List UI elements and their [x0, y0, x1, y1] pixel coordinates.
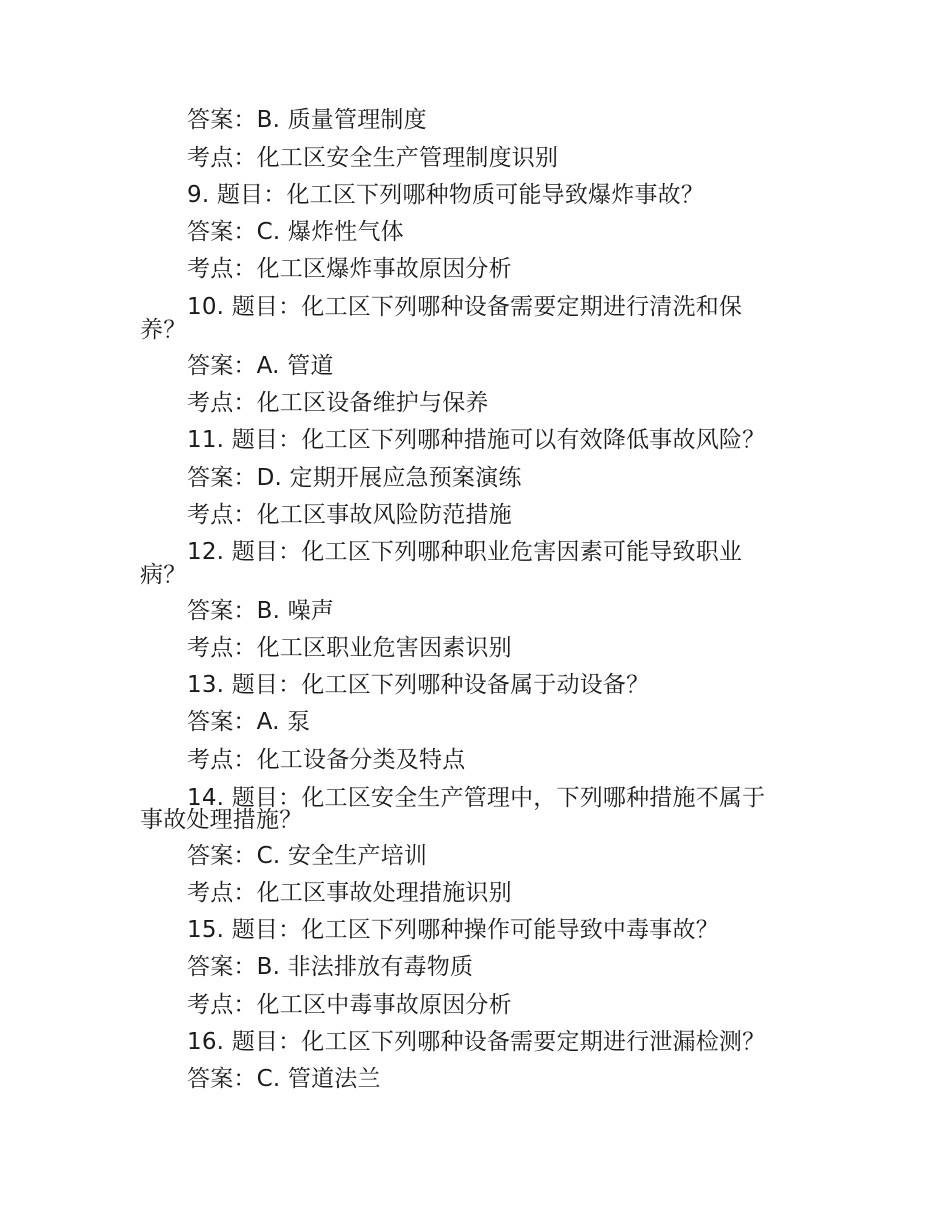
- question-line: 16. 题目：化工区下列哪种设备需要定期进行泄漏检测？: [187, 1029, 766, 1055]
- topic-line: 考点：化工区安全生产管理制度识别: [187, 145, 559, 171]
- answer-line: 答案：A. 管道: [187, 353, 334, 379]
- topic-line: 考点：化工设备分类及特点: [187, 747, 466, 773]
- topic-line: 考点：化工区事故风险防范措施: [187, 502, 512, 528]
- answer-line: 答案：B. 质量管理制度: [187, 107, 427, 133]
- question-line: 14. 题目：化工区安全生产管理中，下列哪种措施不属于: [187, 785, 766, 811]
- answer-line: 答案：D. 定期开展应急预案演练: [187, 465, 522, 491]
- answer-line: 答案：C. 爆炸性气体: [187, 219, 404, 245]
- topic-line: 考点：化工区事故处理措施识别: [187, 880, 512, 906]
- question-line: 11. 题目：化工区下列哪种措施可以有效降低事故风险？: [187, 427, 766, 453]
- question-line-continuation: 事故处理措施？: [140, 807, 303, 833]
- answer-line: 答案：C. 管道法兰: [187, 1066, 381, 1092]
- question-line: 15. 题目：化工区下列哪种操作可能导致中毒事故？: [187, 917, 719, 943]
- answer-line: 答案：B. 非法排放有毒物质: [187, 954, 474, 980]
- question-line: 13. 题目：化工区下列哪种设备属于动设备？: [187, 672, 650, 698]
- question-line-continuation: 病？: [140, 562, 187, 588]
- answer-line: 答案：A. 泵: [187, 709, 311, 735]
- topic-line: 考点：化工区职业危害因素识别: [187, 635, 512, 661]
- answer-line: 答案：B. 噪声: [187, 598, 335, 624]
- question-line: 12. 题目：化工区下列哪种职业危害因素可能导致职业: [187, 539, 743, 565]
- topic-line: 考点：化工区设备维护与保养: [187, 390, 489, 416]
- question-line: 10. 题目：化工区下列哪种设备需要定期进行清洗和保: [187, 294, 743, 320]
- topic-line: 考点：化工区爆炸事故原因分析: [187, 256, 512, 282]
- question-line: 9. 题目：化工区下列哪种物质可能导致爆炸事故？: [187, 182, 705, 208]
- answer-line: 答案：C. 安全生产培训: [187, 843, 428, 869]
- topic-line: 考点：化工区中毒事故原因分析: [187, 992, 512, 1018]
- question-line-continuation: 养？: [140, 317, 187, 343]
